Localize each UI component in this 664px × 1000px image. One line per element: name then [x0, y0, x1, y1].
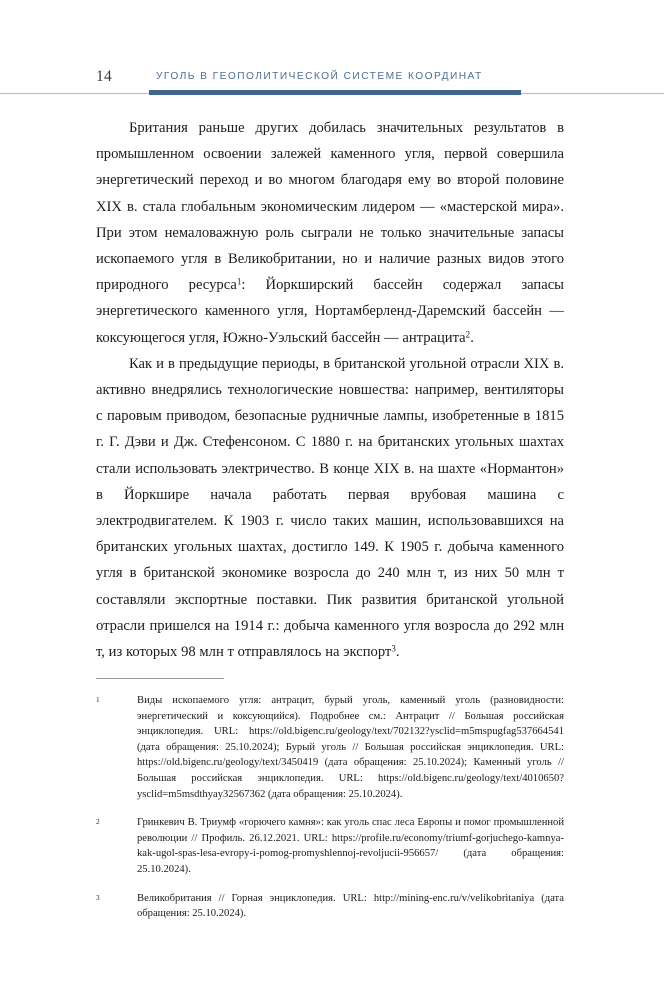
- footnote-text: Виды ископаемого угля: антрацит, бурый уголь, каменный уголь (разновидности: энергетический и коксующийся). Подробнее см.: Антрацит // Большая российская энциклопедия. URL: https://old.bigenc.ru/geology/text/702132?ysclid=m5mspugfag537664541 (дата обращения: 25.10.2024); Бурый уголь // Большая российская энциклопедия. URL: https://old.bigenc.ru/geology/text/3450419 (дата обращения: 25.10.2024); Каменный уголь // Большая российская энциклопедия. URL: https://old.bigenc.ru/geology/text/4010650?ysclid=m5msdthyay32567362 (дата обращения: 25.10.2024).: [137, 695, 564, 800]
- paragraph-1: [96, 115, 564, 351]
- running-title: УГОЛЬ В ГЕОПОЛИТИЧЕСКОЙ СИСТЕМЕ КООРДИНАТ: [156, 71, 483, 82]
- header-rule-group: [0, 90, 664, 96]
- footnote-text: Великобритания // Горная энциклопедия. URL: http://mining-enc.ru/v/velikobritaniya (дата обращения: 25.10.2024).: [137, 892, 564, 920]
- footnote-ref-1[interactable]: 1: [236, 276, 242, 287]
- footnote-number: 1: [96, 695, 100, 704]
- running-head: [0, 68, 664, 98]
- footnote-text: Гринкевич В. Триумф «горючего камня»: как уголь спас леса Европы и помог промышленной революции // Профиль. 26.12.2021. URL: https://profile.ru/economy/triumf-gorjuchego-kamnya-kak-ugol-spas-lesa-evropy-i-pomog-promyshlennoj-revoljucii-956657/ (дата обращения: 25.10.2024).: [137, 817, 564, 875]
- header-rule-left: [0, 93, 149, 94]
- footnote-number: 3: [96, 892, 100, 902]
- footnote-separator-rule: [96, 678, 224, 679]
- footnote-item: [96, 891, 564, 922]
- paragraph-2-text: Как и в предыдущие периоды, в британской угольной отрасли XIX в. активно внедрялись технологические новшества: например, вентиляторы с паровым приводом, безопасные рудничные лампы, изобретенные в 1815 г. Г. Дэви и Дж. Стефенсоном. С 1880 г. на британских угольных шахтах стали использовать электричество. В конце XIX в. на шахте «Нормантон» в Йоркшире начала работать первая врубовая машина с электродвигателем. К 1903 г. число таких машин, использовавшихся на британских угольных шахтах, достигло 149. К 1905 г. добыча каменного угля в британской экономике возросла до 240 млн т, из них 50 млн т составляли экспортные поставки. Пик развития британской угольной отрасли пришелся на 1914 г.: добыча каменного угля возросла до 292 млн т, из которых 98 млн т отправлялось на экспорт: [96, 355, 564, 661]
- paragraph-1-text: Британия раньше других добилась значительных результатов в промышленном освоении залежей каменного угля, первой совершила энергетический переход и во многом благодаря ему во второй половине XIX в. стала глобальным экономическим лидером — «мастерской мира». При этом немаловажную роль сыграли не только значительные запасы ископаемого угля в Великобритании, но и наличие разных видов этого природного ресурса: [96, 120, 564, 294]
- header-rule-right: [521, 93, 664, 94]
- paragraph-2-terminator: .: [395, 644, 400, 661]
- footnote-section: [96, 678, 564, 922]
- paragraph-1-terminator: .: [470, 329, 474, 346]
- footnote-item: [96, 815, 564, 877]
- page-body: [96, 115, 564, 665]
- paragraph-1-continuation: : Йоркширский бассейн содержал запасы энергетического каменного угля, Нортамберленд-Даремский бассейн — коксующегося угля, Южно-Уэльский бассейн — антрацита: [96, 277, 564, 346]
- header-rule-accent: [149, 90, 521, 95]
- footnote-ref-2[interactable]: 2: [465, 328, 471, 339]
- footnote-ref-3[interactable]: 3: [391, 643, 396, 654]
- paragraph-2: [96, 351, 564, 665]
- footnote-item: [96, 693, 564, 802]
- footnote-number: 2: [96, 817, 100, 827]
- page-number: 14: [96, 68, 113, 85]
